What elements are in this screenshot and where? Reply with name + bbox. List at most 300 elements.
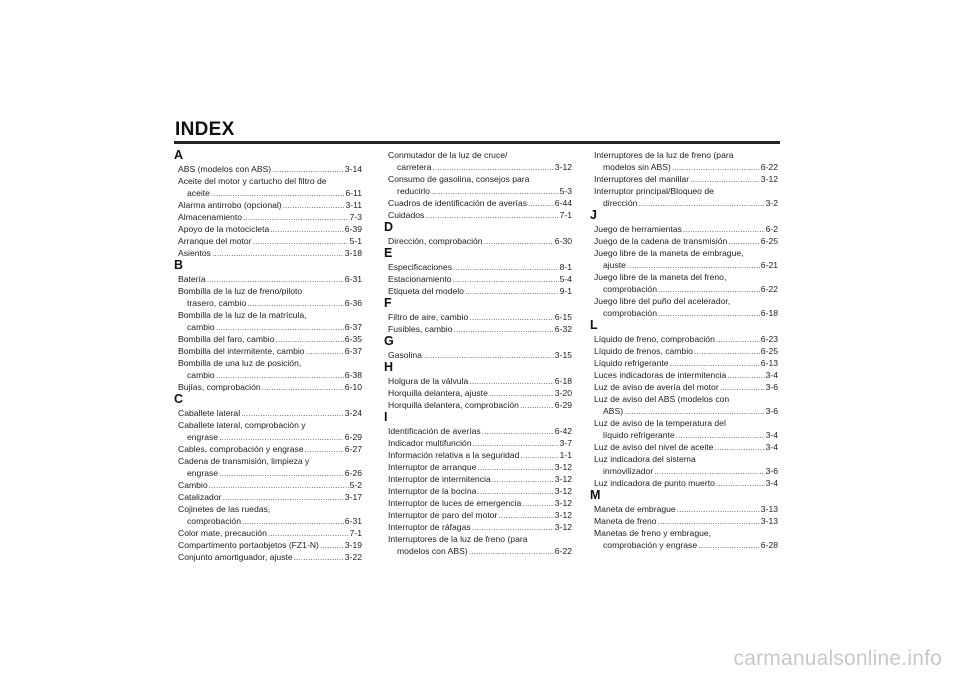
entry-text: Juego libre del puño del acelerador, [594, 296, 731, 306]
page-number: 6-29 [344, 432, 362, 442]
entry-line [178, 297, 362, 309]
dot-leader [528, 197, 554, 209]
entry-text: cambio [187, 370, 215, 380]
index-entry[interactable] [174, 527, 362, 539]
entry-text: modelos con ABS) [397, 546, 468, 556]
page-number: 6-42 [554, 426, 572, 436]
dot-leader [477, 461, 553, 473]
entry-text: ajuste [603, 260, 626, 270]
entry-line [388, 449, 572, 461]
page-number: 3-13 [760, 504, 778, 514]
index-entry[interactable] [174, 455, 362, 479]
dot-leader [520, 449, 558, 461]
dot-leader [320, 539, 344, 551]
page-number: 6-13 [760, 358, 778, 368]
entry-line [594, 295, 778, 307]
page-number: 6-26 [344, 468, 362, 478]
index-entry[interactable] [384, 375, 572, 387]
entry-text: Identificación de averías [388, 426, 481, 436]
entry-line [594, 235, 778, 247]
index-entry[interactable] [384, 261, 572, 273]
index-entry[interactable] [174, 551, 362, 563]
entry-text: Cambio [178, 480, 208, 490]
index-entry[interactable] [590, 381, 778, 393]
dot-leader [498, 509, 553, 521]
entry-line [178, 345, 362, 357]
dot-leader [242, 515, 344, 527]
entry-text: Bombilla del faro, cambio [178, 334, 275, 344]
index-entry[interactable] [384, 149, 572, 173]
index-entry[interactable] [590, 357, 778, 369]
entry-text: carretera [397, 162, 432, 172]
index-entry[interactable] [384, 349, 572, 361]
dot-leader [216, 369, 344, 381]
index-entry[interactable] [384, 449, 572, 461]
entry-text: Cuidados [388, 210, 425, 220]
entry-line [178, 187, 362, 199]
entry-text: Batería [178, 274, 206, 284]
entry-text: Juego libre de la maneta de embrague, [594, 248, 744, 258]
entry-text: ABS (modelos con ABS) [178, 164, 272, 174]
dot-leader [683, 223, 765, 235]
entry-line [388, 387, 572, 399]
index-entry[interactable] [384, 461, 572, 473]
entry-line [388, 521, 572, 533]
page-number: 6-10 [344, 382, 362, 392]
index-entry[interactable] [384, 273, 572, 285]
page-number: 6-37 [344, 322, 362, 332]
dot-leader [658, 307, 760, 319]
entry-text: Interruptores de la luz de freno (para [594, 150, 734, 160]
entry-line [388, 285, 572, 297]
entry-line [594, 453, 778, 465]
dot-leader [698, 539, 760, 551]
dot-leader [670, 357, 760, 369]
entry-text: Manetas de freno y embrague, [594, 528, 712, 538]
entry-line [388, 173, 572, 185]
index-entry[interactable] [384, 173, 572, 197]
entry-line [178, 407, 362, 419]
entry-text: Interruptor de arranque [388, 462, 477, 472]
page-number: 5-1 [349, 236, 362, 246]
entry-line [388, 533, 572, 545]
page-number: 3-18 [344, 248, 362, 258]
index-entry[interactable] [590, 223, 778, 235]
entry-text: Interruptor de ráfagas [388, 522, 471, 532]
dot-leader [638, 197, 764, 209]
page-number: 6-44 [554, 198, 572, 208]
entry-text: Luz de aviso de la temperatura del [594, 418, 726, 428]
entry-line [178, 515, 362, 527]
page-number: 5-3 [559, 186, 572, 196]
entry-text: Bujías, comprobación [178, 382, 261, 392]
entry-text: Interruptor de intermitencia [388, 474, 491, 484]
entry-line [594, 393, 778, 405]
entry-text: Bombilla de una luz de posición, [178, 358, 302, 368]
entry-text: Indicador multifunción [388, 438, 472, 448]
index-entry[interactable] [174, 407, 362, 419]
entry-text: Luz de aviso de avería del motor [594, 382, 719, 392]
index-entry[interactable] [174, 247, 362, 259]
entry-line [388, 509, 572, 521]
index-entry[interactable] [174, 235, 362, 247]
entry-text: Etiqueta del modelo [388, 286, 464, 296]
index-entry[interactable] [384, 311, 572, 323]
entry-text: Luz de aviso del ABS (modelos con [594, 394, 730, 404]
page-number: 3-20 [554, 388, 572, 398]
entry-line [388, 399, 572, 411]
entry-text: Caballete lateral, comprobación y [178, 420, 306, 430]
index-section [384, 335, 572, 361]
page-number: 6-22 [760, 162, 778, 172]
entry-line [594, 283, 778, 295]
index-entry[interactable] [174, 381, 362, 393]
index-entry[interactable] [174, 479, 362, 491]
dot-leader [207, 273, 344, 285]
index-entry[interactable] [174, 539, 362, 551]
dot-leader [306, 345, 344, 357]
page-number: 3-7 [559, 438, 572, 448]
dot-leader [473, 437, 559, 449]
page-number: 6-37 [344, 346, 362, 356]
index-entry[interactable] [590, 295, 778, 319]
entry-text: Consumo de gasolina, consejos para [388, 174, 530, 184]
dot-leader [482, 425, 554, 437]
page-number: 3-22 [344, 552, 362, 562]
index-entry[interactable] [590, 441, 778, 453]
dot-leader [276, 333, 344, 345]
entry-line [178, 357, 362, 369]
dot-leader [262, 381, 344, 393]
index-section [384, 361, 572, 411]
dot-leader [716, 333, 760, 345]
index-entry[interactable] [174, 309, 362, 333]
page-number: 7-3 [349, 212, 362, 222]
entry-line [388, 149, 572, 161]
page-number: 3-12 [554, 510, 572, 520]
entry-line [388, 485, 572, 497]
index-entry[interactable] [384, 533, 572, 557]
entry-text: Líquido de freno, comprobación [594, 334, 715, 344]
index-entry[interactable] [590, 503, 778, 515]
index-entry[interactable] [590, 527, 778, 551]
page-number: 6-39 [344, 224, 362, 234]
entry-line [388, 311, 572, 323]
entry-text: Color mate, precaución [178, 528, 267, 538]
entry-line [388, 273, 572, 285]
index-entry[interactable] [590, 247, 778, 271]
entry-line [178, 491, 362, 503]
entry-text: Interruptores del manillar [594, 174, 690, 184]
section-letter: B [174, 258, 184, 272]
entry-line [178, 309, 362, 321]
index-entry[interactable] [384, 197, 572, 209]
entry-text: comprobación y engrase [603, 540, 698, 550]
dot-leader [272, 163, 344, 175]
index-entry[interactable] [174, 345, 362, 357]
page-number: 6-35 [344, 334, 362, 344]
dot-leader [268, 527, 349, 539]
index-entry[interactable] [590, 453, 778, 477]
index-entry[interactable] [590, 235, 778, 247]
page-number: 3-4 [765, 370, 778, 380]
dot-leader [294, 551, 344, 563]
dot-leader [469, 375, 554, 387]
entry-text: Maneta de embrague [594, 504, 676, 514]
dot-leader [520, 399, 554, 411]
page-number: 3-2 [765, 198, 778, 208]
index-entry[interactable] [174, 163, 362, 175]
index-entry[interactable] [174, 175, 362, 199]
entry-line [178, 381, 362, 393]
index-entry[interactable] [384, 387, 572, 399]
page-number: 6-30 [554, 236, 572, 246]
page-number: 6-36 [344, 298, 362, 308]
page-number: 3-12 [554, 462, 572, 472]
index-entry[interactable] [174, 491, 362, 503]
entry-line [594, 417, 778, 429]
entry-text: Luz indicadora del sistema [594, 454, 696, 464]
dot-leader [453, 273, 559, 285]
index-entry[interactable] [590, 333, 778, 345]
dot-leader [425, 209, 558, 221]
dot-leader [469, 311, 554, 323]
entry-line [594, 369, 778, 381]
entry-text: Juego libre de la maneta del freno, [594, 272, 727, 282]
index-entry[interactable] [384, 399, 572, 411]
index-entry[interactable] [174, 223, 362, 235]
dot-leader [627, 259, 760, 271]
entry-line [388, 375, 572, 387]
index-entry[interactable] [384, 473, 572, 485]
page-number: 6-32 [554, 324, 572, 334]
index-entry[interactable] [590, 271, 778, 295]
entry-line [388, 545, 572, 557]
entry-text: reducirlo [397, 186, 430, 196]
entry-line [594, 441, 778, 453]
entry-text: Luz de aviso del nivel de aceite [594, 442, 714, 452]
section-letter: D [384, 220, 394, 234]
entry-text: engrase [187, 432, 219, 442]
entry-line [178, 321, 362, 333]
page-number: 6-22 [554, 546, 572, 556]
page-number: 6-29 [554, 400, 572, 410]
entry-line [594, 333, 778, 345]
dot-leader [658, 515, 760, 527]
dot-leader [672, 161, 760, 173]
section-letter: F [384, 296, 392, 310]
entry-line [178, 467, 362, 479]
entry-line [178, 285, 362, 297]
index-entry[interactable] [590, 185, 778, 209]
dot-leader [423, 349, 554, 361]
dot-leader [694, 345, 760, 357]
index-entry[interactable] [590, 515, 778, 527]
entry-text: modelos sin ABS) [603, 162, 671, 172]
entry-text: Juego de la cadena de transmisión [594, 236, 728, 246]
index-section [384, 247, 572, 297]
entry-line [388, 473, 572, 485]
index-entry[interactable] [174, 333, 362, 345]
entry-text: Interruptor de paro del motor [388, 510, 498, 520]
index-entry[interactable] [174, 273, 362, 285]
entry-text: Catalizador [178, 492, 222, 502]
dot-leader [219, 431, 344, 443]
page-number: 6-11 [345, 188, 362, 198]
index-entry[interactable] [174, 443, 362, 455]
page-number: 8-1 [559, 262, 572, 272]
page-number: 5-2 [349, 480, 362, 490]
section-letter: L [590, 318, 598, 332]
index-entry[interactable] [384, 521, 572, 533]
entry-line [594, 259, 778, 271]
entry-text: comprobación [187, 516, 241, 526]
entry-text: Juego de herramientas [594, 224, 682, 234]
entry-text: comprobación [603, 308, 657, 318]
dot-leader [469, 545, 554, 557]
page-number: 3-12 [554, 522, 572, 532]
dot-leader [465, 285, 559, 297]
entry-line [388, 425, 572, 437]
index-entry[interactable] [174, 199, 362, 211]
dot-leader [247, 297, 344, 309]
entry-line [594, 503, 778, 515]
dot-leader [305, 443, 344, 455]
page-number: 6-22 [760, 284, 778, 294]
page-title: INDEX [175, 119, 235, 140]
index-entry[interactable] [174, 211, 362, 223]
entry-line [178, 211, 362, 223]
entry-text: Holgura de la válvula [388, 376, 469, 386]
entry-line [594, 405, 778, 417]
page-number: 6-15 [554, 312, 572, 322]
index-entry[interactable] [384, 425, 572, 437]
entry-text: Cables, comprobación y engrase [178, 444, 304, 454]
index-entry[interactable] [174, 285, 362, 309]
index-entry[interactable] [590, 417, 778, 441]
index-entry[interactable] [590, 477, 778, 489]
entry-line [388, 461, 572, 473]
page-number: 6-2 [765, 224, 778, 234]
index-entry[interactable] [384, 209, 572, 221]
page-number: 3-4 [765, 430, 778, 440]
entry-line [178, 273, 362, 285]
entry-line [594, 173, 778, 185]
entry-text: Fusibles, cambio [388, 324, 453, 334]
entry-line [594, 515, 778, 527]
index-section [590, 489, 778, 551]
entry-text: líquido refrigerante [603, 430, 675, 440]
index-entry[interactable] [174, 357, 362, 381]
entry-text: Información relativa a la seguridad [388, 450, 520, 460]
entry-line [594, 223, 778, 235]
index-entry[interactable] [384, 437, 572, 449]
dot-leader [477, 485, 553, 497]
index-entry[interactable] [174, 503, 362, 527]
entry-line [594, 149, 778, 161]
index-entry[interactable] [384, 509, 572, 521]
dot-leader [624, 405, 765, 417]
dot-leader [472, 521, 554, 533]
entry-line [178, 369, 362, 381]
watermark: carmanualsonline.info [733, 647, 942, 670]
dot-leader [492, 473, 554, 485]
entry-line [594, 185, 778, 197]
page-number: 3-15 [554, 350, 572, 360]
entry-line [178, 175, 362, 187]
page-number: 6-25 [760, 236, 778, 246]
dot-leader [216, 321, 344, 333]
page-number: 3-6 [765, 382, 778, 392]
entry-text: comprobación [603, 284, 657, 294]
index-entry[interactable] [590, 345, 778, 357]
dot-leader [270, 223, 344, 235]
page-number: 6-23 [760, 334, 778, 344]
entry-line [594, 539, 778, 551]
dot-leader [727, 369, 764, 381]
index-entry[interactable] [384, 485, 572, 497]
entry-line [594, 465, 778, 477]
index-entry[interactable] [384, 323, 572, 335]
index-entry[interactable] [590, 393, 778, 417]
page-number: 3-12 [554, 486, 572, 496]
entry-text: Dirección, comprobación [388, 236, 483, 246]
entry-text: Interruptor principal/Bloqueo de [594, 186, 714, 196]
entry-text: Luces indicadoras de intermitencia [594, 370, 727, 380]
page-number: 3-12 [554, 162, 572, 172]
entry-text: Luz indicadora de punto muerto [594, 478, 715, 488]
page-number: 3-14 [344, 164, 362, 174]
entry-text: engrase [187, 468, 219, 478]
entry-text: Asientos [178, 248, 211, 258]
entry-line [594, 429, 778, 441]
entry-line [178, 551, 362, 563]
page-number: 7-1 [349, 528, 362, 538]
dot-leader [720, 381, 765, 393]
entry-text: Apoyo de la motocicleta [178, 224, 270, 234]
entry-text: Caballete lateral [178, 408, 241, 418]
dot-leader [654, 465, 764, 477]
index-entry[interactable] [590, 173, 778, 185]
index-entry[interactable] [384, 497, 572, 509]
page-number: 6-21 [760, 260, 778, 270]
entry-line [594, 247, 778, 259]
entry-line [594, 197, 778, 209]
page-number: 6-18 [554, 376, 572, 386]
entry-line [178, 333, 362, 345]
index-section [384, 221, 572, 247]
entry-text: Cojinetes de las ruedas, [178, 504, 271, 514]
entry-line [178, 247, 362, 259]
index-entry[interactable] [590, 149, 778, 173]
dot-leader [222, 491, 343, 503]
entry-line [178, 539, 362, 551]
entry-text: Bombilla de la luz de freno/piloto [178, 286, 303, 296]
index-entry[interactable] [174, 419, 362, 443]
dot-leader [211, 187, 345, 199]
page-number: 6-25 [760, 346, 778, 356]
index-entry[interactable] [384, 235, 572, 247]
entry-text: Filtro de aire, cambio [388, 312, 469, 322]
entry-line [178, 419, 362, 431]
entry-line [388, 437, 572, 449]
entry-text: Interruptores de la luz de freno (para [388, 534, 528, 544]
index-entry[interactable] [384, 285, 572, 297]
page-number: 3-4 [765, 442, 778, 452]
index-section [384, 297, 572, 335]
page-number: 5-4 [559, 274, 572, 284]
index-entry[interactable] [590, 369, 778, 381]
